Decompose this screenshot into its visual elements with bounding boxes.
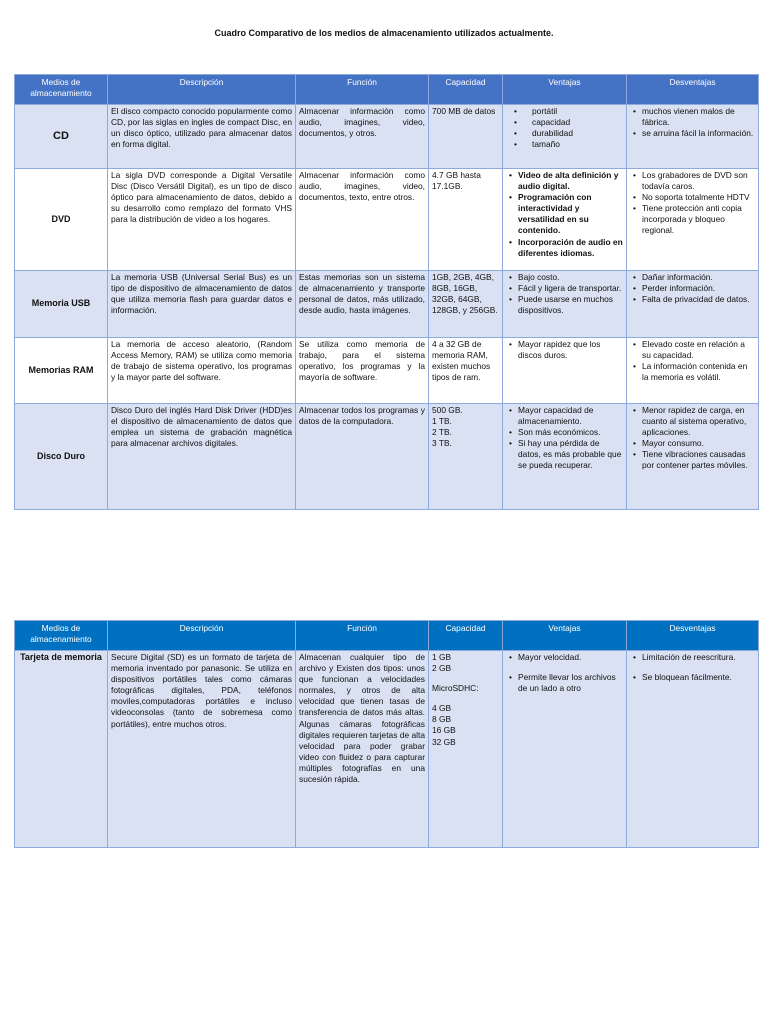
header-capacidad: Capacidad [429, 621, 503, 651]
comparison-table [14, 74, 759, 510]
capacity-line: 3 TB. [432, 438, 452, 449]
cell-capacidad: 1GB, 2GB, 4GB, 8GB, 16GB, 32GB, 64GB, 128GB, y 256GB. [429, 271, 503, 338]
cell-desventajas [627, 271, 759, 338]
table-row-dvd [15, 169, 759, 271]
cell-desventajas [627, 105, 759, 169]
cell-medio: Disco Duro [15, 404, 108, 510]
header-descripcion: Descripción [108, 621, 296, 651]
list-item: • Perder información. [642, 283, 755, 294]
list-item: • Tiene vibraciones causadas por contener partes móviles. [642, 449, 755, 471]
header-capacidad: Capacidad [429, 75, 503, 105]
table-row-ram [15, 338, 759, 404]
cell-ventajas [503, 338, 627, 404]
list-item: • No soporta totalmente HDTV [642, 192, 755, 203]
list-item: • portátil [532, 106, 623, 117]
cell-funcion: Almacenan cualquier tipo de archivo y Existen dos tipos: unos que funcionan a velocidades normales, y otros de alta velocidad que tienen tasas de transferencia de datos más altas. Algunas cámaras fotográficas digitales requieren tarjetas de alta velocidad para poder grabar video con fluidez o para capturar múltiples fotografías en una sucesión rápida. [296, 651, 429, 848]
cell-descripcion: Disco Duro del inglés Hard Disk Driver (HDD)es el dispositivo de almacenamiento de datos que emplea un sistema de grabación magnética para almacenar archivos digitales. [108, 404, 296, 510]
header-funcion: Función [296, 621, 429, 651]
capacity-line: 1 TB. [432, 416, 452, 427]
cell-funcion: Se utiliza como memoria de trabajo, para el sistema operativo, los programas y la mayoría de software. [296, 338, 429, 404]
spacer [642, 663, 755, 672]
cell-ventajas [503, 271, 627, 338]
cell-ventajas [503, 105, 627, 169]
list-item: • Fácil y ligera de transportar. [518, 283, 623, 294]
list-item: • Mayor velocidad. [518, 652, 623, 663]
memory-card-table [14, 620, 759, 848]
list-item: • Video de alta definición y audio digital. [518, 170, 623, 192]
table-header-row [15, 75, 759, 105]
list-item: • Son más económicos. [518, 427, 623, 438]
table-row-usb [15, 271, 759, 338]
cell-funcion: Almacenar todos los programas y datos de la computadora. [296, 404, 429, 510]
list-item: • durabilidad [532, 128, 623, 139]
cell-ventajas [503, 169, 627, 271]
list-item: • Tiene protección anti copia incorporada y bloqueo regional. [642, 203, 755, 236]
cell-funcion: Almacenar información como audio, imagines, video, documentos, y otros. [296, 105, 429, 169]
list-item: • capacidad [532, 117, 623, 128]
header-desventajas: Desventajas [627, 621, 759, 651]
cell-medio: DVD [15, 169, 108, 271]
capacity-line: 500 GB. [432, 405, 463, 415]
cell-desventajas [627, 338, 759, 404]
capacity-line: 4 GB [432, 703, 452, 714]
cell-descripcion: La memoria USB (Universal Serial Bus) es un tipo de dispositivo de almacenamiento de datos que utiliza memoria flash para guardar datos e información. [108, 271, 296, 338]
cell-medio: Tarjeta de memoria [15, 651, 108, 848]
cell-medio: Memoria USB [15, 271, 108, 338]
header-funcion: Función [296, 75, 429, 105]
cell-ventajas [503, 651, 627, 848]
cell-capacidad: 700 MB de datos [429, 105, 503, 169]
header-medios: Medios de almacenamiento [15, 75, 108, 105]
list-item: • Dañar información. [642, 272, 755, 283]
cell-capacidad: 4 a 32 GB de memoria RAM, existen muchos tipos de ram. [429, 338, 503, 404]
spacer [518, 663, 623, 672]
list-item: • Los grabadores de DVD son todavía caros. [642, 170, 755, 192]
list-item: • tamaño [532, 139, 623, 150]
header-ventajas: Ventajas [503, 75, 627, 105]
header-desventajas: Desventajas [627, 75, 759, 105]
header-medios: Medios de almacenamiento [15, 621, 108, 651]
list-item: • Programación con interactividad y versatilidad en su contenido. [518, 192, 623, 236]
cell-descripcion: La memoria de acceso aleatorio, (Random Access Memory, RAM) se utiliza como memoria de trabajo de sistema operativo, los programas y la mayor parte del software. [108, 338, 296, 404]
list-item: • se arruina fácil la información. [642, 128, 755, 139]
cell-ventajas [503, 404, 627, 510]
list-item: • Falta de privacidad de datos. [642, 294, 755, 305]
capacity-line: 8 GB [432, 714, 452, 725]
header-descripcion: Descripción [108, 75, 296, 105]
cell-funcion: Almacenar información como audio, imagines, video, documentos, texto, entre otros. [296, 169, 429, 271]
cell-capacidad [429, 651, 503, 848]
cell-descripcion: La sigla DVD corresponde a Digital Versatile Disc (Disco Versátil Digital), es un tipo de disco óptico para almacenamiento de datos, debido a su desarrollo como remplazo del formato VHS para la distribución de video a los hogares. [108, 169, 296, 271]
cell-capacidad: 4.7 GB hasta 17.1GB. [429, 169, 503, 271]
list-item: • La información contenida en la memoria es volátil. [642, 361, 755, 383]
list-item: • Se bloquean fácilmente. [642, 672, 755, 683]
list-item: • Mayor capacidad de almacenamiento. [518, 405, 623, 427]
cell-descripcion: El disco compacto conocido popularmente como CD, por las siglas en ingles de compact Disc, en un disco óptico, utilizado para almacenar datos en forma digital. [108, 105, 296, 169]
list-item: • Bajo costo. [518, 272, 623, 283]
cell-funcion: Estas memorias son un sistema de almacenamiento y transporte personal de datos, más utilizado, desde audio, hasta imágenes. [296, 271, 429, 338]
list-item: • Permite llevar los archivos de un lado a otro [518, 672, 623, 694]
capacity-line: 2 GB [432, 663, 452, 674]
capacity-line: 2 TB. [432, 427, 452, 438]
capacity-label: MicroSDHC: [432, 683, 479, 694]
list-item: • muchos vienen malos de fábrica. [642, 106, 755, 128]
list-item: • Incorporación de audio en diferentes idiomas. [518, 237, 623, 259]
table-row-disco-duro [15, 404, 759, 510]
cell-desventajas [627, 651, 759, 848]
cell-medio: Memorias RAM [15, 338, 108, 404]
list-item: • Si hay una pérdida de datos, es más probable que se pueda recuperar. [518, 438, 623, 471]
table-row-tarjeta [15, 651, 759, 848]
document-title: Cuadro Comparativo de los medios de almacenamiento utilizados actualmente. [214, 28, 554, 38]
list-item: • Mayor rapidez que los discos duros. [518, 339, 623, 361]
cell-desventajas [627, 404, 759, 510]
cell-desventajas [627, 169, 759, 271]
table-header-row [15, 621, 759, 651]
capacity-line: 32 GB [432, 736, 456, 747]
list-item: • Mayor consumo. [642, 438, 755, 449]
cell-descripcion: Secure Digital (SD) es un formato de tarjeta de memoria inventado por panasonic. Se utiliza en dispositivos portátiles tales como cámaras fotográficas digitales, PDA, teléfonos moviles,computadoras portátiles e incluso videoconsolas (tanto de sobremesa como portátiles), entre muchos otros. [108, 651, 296, 848]
capacity-line: 16 GB [432, 725, 456, 736]
list-item: • Menor rapidez de carga, en cuanto al sistema operativo, aplicaciones. [642, 405, 755, 438]
list-item: • Puede usarse en muchos dispositivos. [518, 294, 623, 316]
list-item: • Limitación de reescritura. [642, 652, 755, 663]
cell-capacidad [429, 404, 503, 510]
cell-medio: CD [15, 105, 108, 169]
table-row-cd [15, 105, 759, 169]
list-item: • Elevado coste en relación a su capacidad. [642, 339, 755, 361]
header-ventajas: Ventajas [503, 621, 627, 651]
capacity-line: 1 GB [432, 652, 452, 662]
